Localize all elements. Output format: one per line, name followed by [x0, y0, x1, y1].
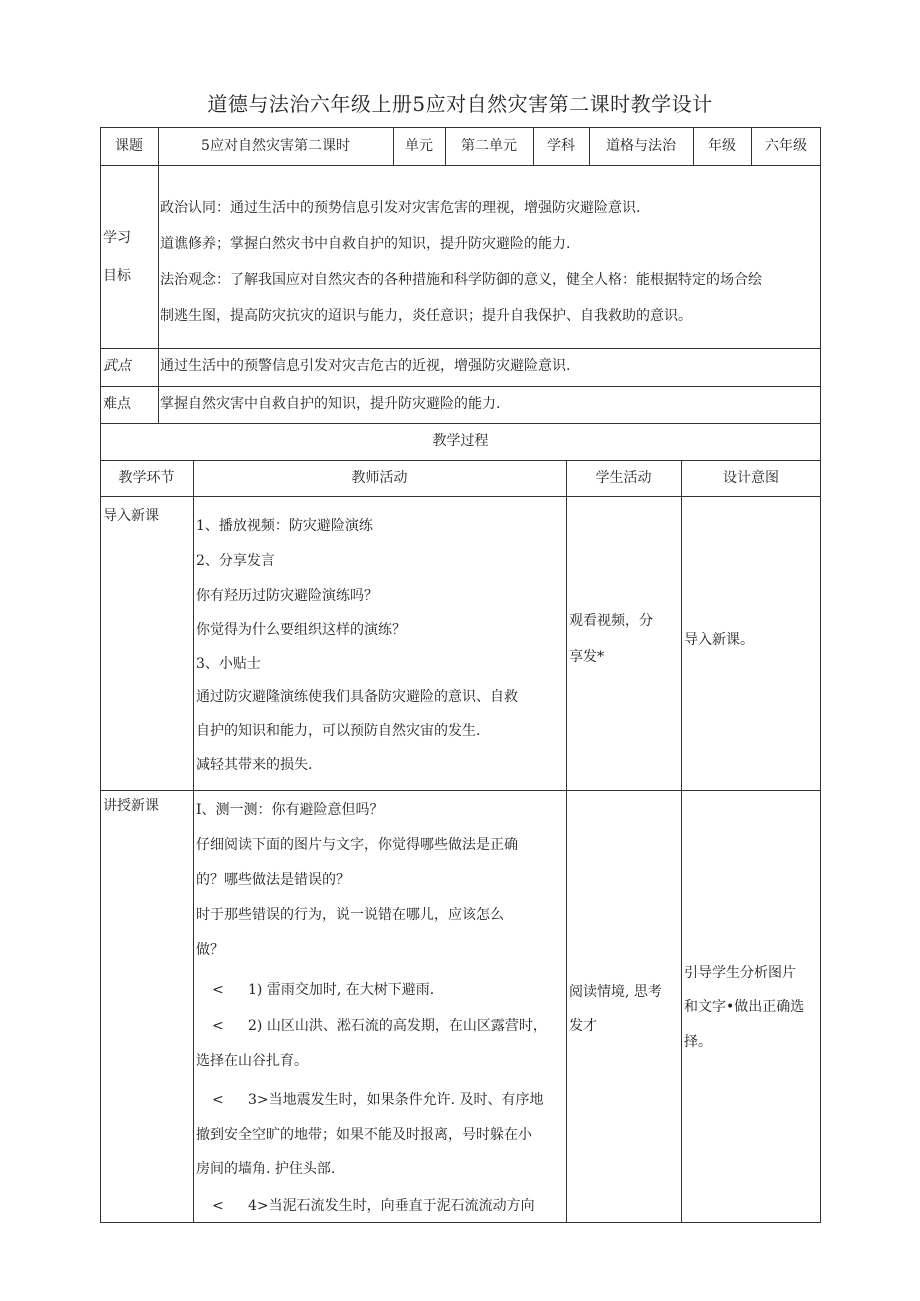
objective-line: 政治认同：通过生活中的预势信息引发对灾害危害的理视，增强防灾避险意识. — [160, 200, 641, 216]
row-divider — [100, 790, 821, 791]
row-divider — [100, 386, 821, 387]
header-student: 学生活动 — [595, 470, 652, 486]
stage-intro: 导入新课 — [103, 508, 159, 524]
row-divider — [100, 348, 821, 349]
unit-label: 单元 — [405, 138, 433, 154]
teacher-line: 做？ — [196, 942, 224, 958]
teacher-line: I、测一测：你有避险意但吗？ — [196, 802, 384, 818]
topic-value: 5应对自然灾害第二课时 — [201, 138, 350, 154]
topic-label: 课题 — [115, 138, 143, 154]
item-line: 2) 山区山洪、淞石流的高发期，在山区露营时， — [248, 1018, 547, 1034]
item-line: 撤到安全空旷的地带；如果不能及时报离，号时躲在小 — [196, 1127, 532, 1143]
teacher-line: 的？哪些做法是错误的？ — [196, 872, 350, 888]
item-line: 房间的墙角. 护住头部. — [196, 1161, 336, 1177]
teacher-line: 3、小贴士 — [196, 656, 261, 672]
teacher-line: 你觉得为什么要组织这样的演练？ — [196, 622, 406, 638]
subject-value: 道格与法治 — [606, 138, 676, 154]
objective-line: 道谯修养；掌握白然灾书中自救自护的知识，提升防灾避险的能力. — [160, 236, 571, 252]
item-line: 选择在山谷扎育。 — [196, 1053, 308, 1069]
student-line: 观看视频，分 — [569, 613, 653, 629]
teacher-line: 时于那些错误的行为，说一说错在哪儿，应该怎么 — [196, 907, 504, 923]
item-line: 1) 雷雨交加时, 在大树下避雨. — [248, 982, 435, 998]
row-divider — [100, 423, 821, 424]
intent-line: 引导学生分析图片 — [684, 965, 796, 981]
objective-line: 法治观念：了解我国应对自然灾杏的各种措施和科学防御的意义，健全人格：能根据特定的场合绘 — [160, 272, 762, 288]
row-divider — [100, 496, 821, 497]
student-line: 享发* — [569, 649, 604, 665]
process-heading: 教学过程 — [432, 433, 489, 449]
intent-line: 择。 — [684, 1034, 712, 1050]
intent-line: 和文字•做出正确选 — [684, 999, 805, 1015]
item-marker: < — [212, 1018, 224, 1034]
student-line: 发才 — [569, 1018, 597, 1034]
key-point-label: 武点 — [103, 358, 131, 374]
col-divider — [681, 460, 682, 1223]
item-line: 4>当泥石流发生时，向垂直于泥石流流动方向 — [248, 1198, 535, 1214]
objective-line: 制逃生图，提高防灾抗灾的迢识与能力，炎任意识；提升自我保护、自我救助的意识。 — [160, 308, 692, 324]
teacher-line: 仔细阅读下面的图片与文字，你觉得哪些做法是正确 — [196, 837, 518, 853]
col-divider — [566, 460, 567, 1223]
unit-value: 第二单元 — [461, 138, 517, 154]
item-marker: < — [212, 1198, 224, 1214]
grade-label: 年级 — [708, 138, 736, 154]
key-point-text: 通过生活中的预警信息引发对灾吉危古的近视，增强防灾避险意识. — [160, 358, 571, 374]
difficulty-text: 掌握自然灾害中自救自护的知识，提升防灾避险的能力. — [160, 396, 501, 412]
objectives-label-line1: 学习 — [103, 230, 131, 246]
difficulty-label: 难点 — [103, 396, 131, 412]
header-intent: 设计意图 — [723, 470, 779, 486]
teacher-line: 自护的知识和能力，可以预防自然灾宙的发生. — [196, 723, 481, 739]
col-divider — [158, 165, 159, 423]
row-divider — [100, 460, 821, 461]
page-title: 道德与法治六年级上册5应对自然灾害第二课时教学设计 — [207, 92, 713, 116]
objectives-label-line2: 目标 — [103, 268, 131, 284]
student-line: 阅读情境, 思考 — [569, 984, 662, 1000]
item-line: 3>当地震发生时，如果条件允许. 及时、有序地 — [248, 1092, 544, 1108]
col-divider — [193, 460, 194, 1223]
teacher-line: 通过防灾避隆演练使我们具备防灾避险的意识、自救 — [196, 689, 518, 705]
row-divider — [100, 165, 821, 166]
subject-label: 学科 — [547, 138, 575, 154]
header-teacher: 教师活动 — [351, 470, 408, 486]
teacher-line: 1、播放视频：防灾避险演练 — [196, 518, 373, 534]
intent-text: 导入新课。 — [684, 632, 754, 648]
grade-value: 六年级 — [765, 138, 807, 154]
teacher-line: 2、分享发言 — [196, 553, 275, 569]
stage-new-lesson: 讲授新课 — [103, 798, 159, 814]
header-stage: 教学环节 — [118, 470, 175, 486]
teacher-line: 你有羟历过防灾避险演练吗？ — [196, 588, 378, 604]
item-marker: < — [212, 982, 224, 998]
teacher-line: 减轻其带来的损失. — [196, 757, 313, 773]
item-marker: < — [212, 1092, 224, 1108]
